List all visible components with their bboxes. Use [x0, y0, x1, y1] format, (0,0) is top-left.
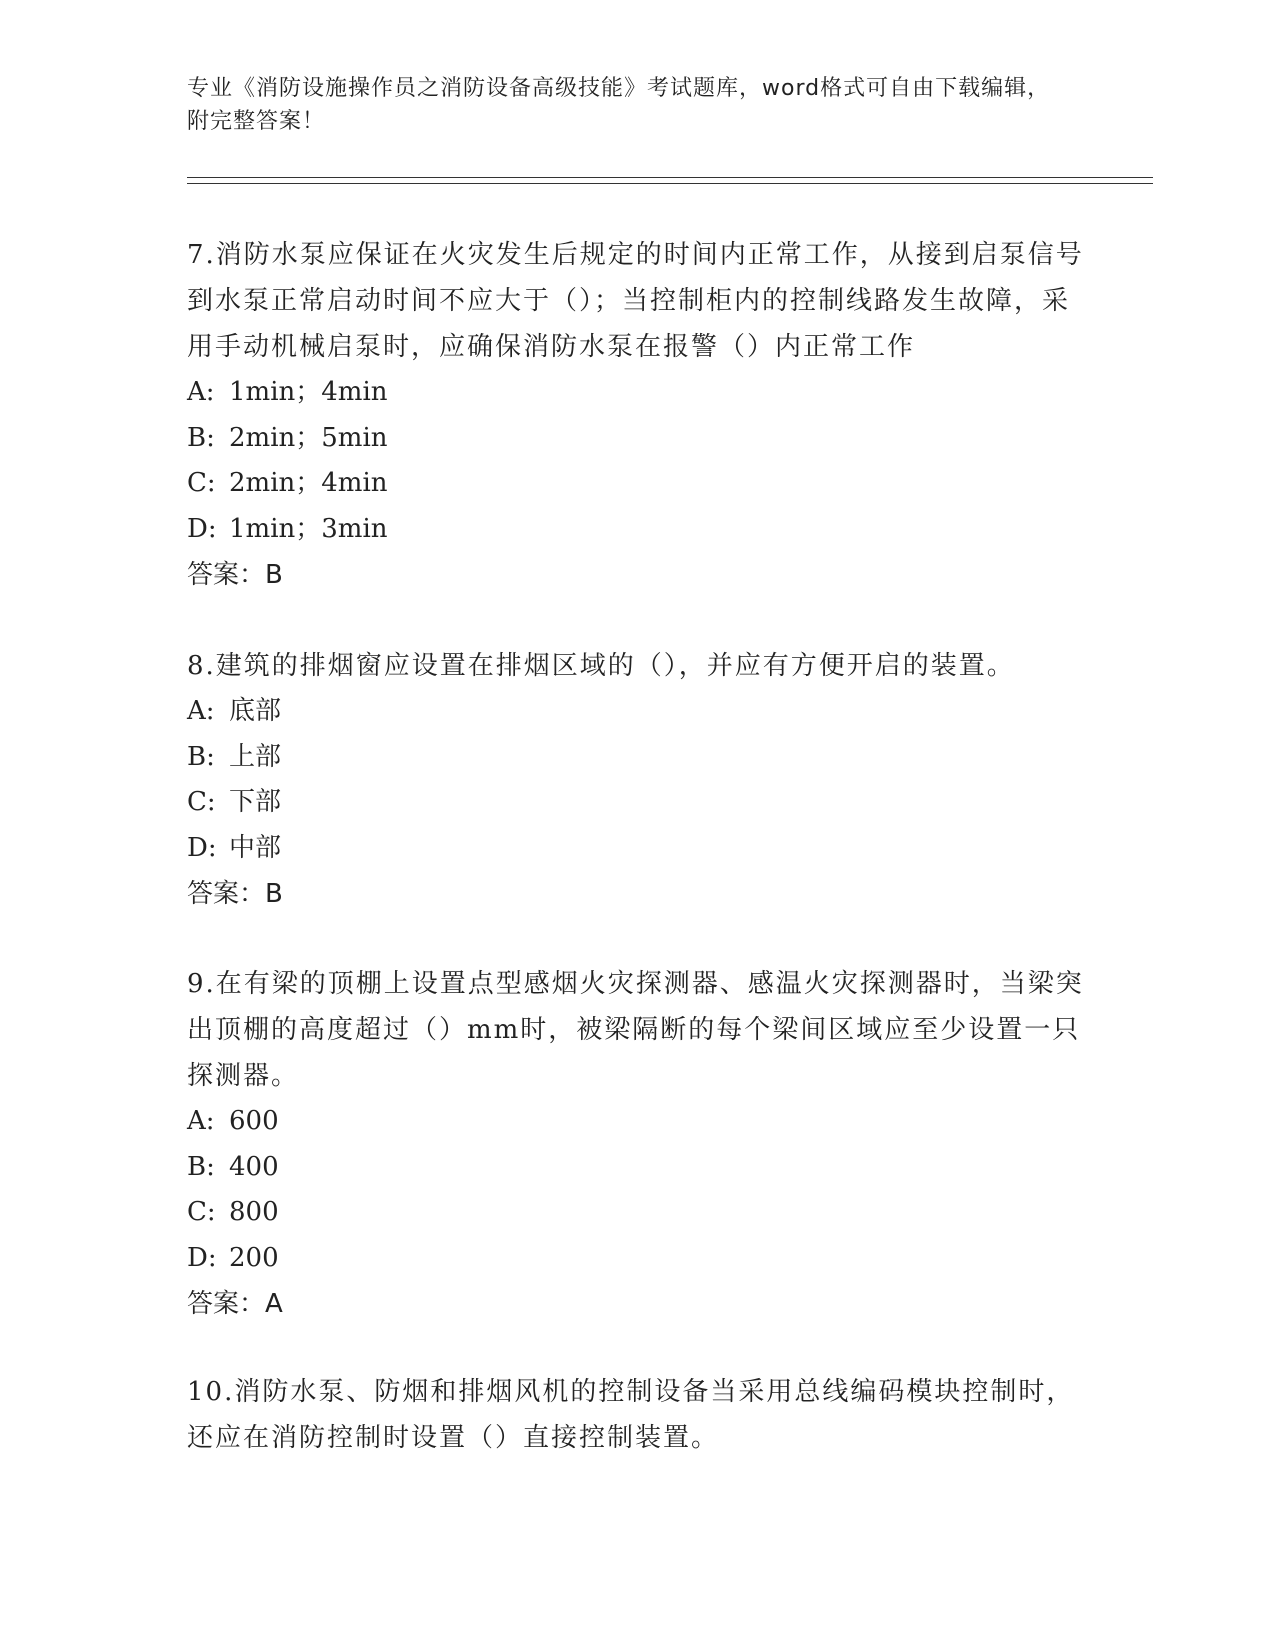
question-text: 7.消防水泵应保证在火灾发生后规定的时间内正常工作，从接到启泵信号到水泵正常启动时间不应大于（）；当控制柜内的控制线路发生故障，采用手动机械启泵时，应确保消防水泵在报警（）内正常工作: [187, 240, 1084, 362]
header-divider-bottom: [187, 183, 1153, 184]
option-a: [187, 1099, 1087, 1145]
option-a: [187, 689, 1087, 735]
option-key: A:: [187, 377, 215, 407]
question-text: 9.在有梁的顶棚上设置点型感烟火灾探测器、感温火灾探测器时，当梁突出顶棚的高度超过（）mm时，被梁隔断的每个梁间区域应至少设置一只探测器。: [187, 969, 1084, 1091]
option-key: A:: [187, 696, 215, 726]
option-key: B:: [187, 741, 215, 772]
option-value: 400: [229, 1151, 279, 1182]
option-c: [187, 1190, 1087, 1236]
question-8: [187, 643, 1087, 917]
option-key: D:: [187, 513, 217, 544]
question-7: [187, 232, 1087, 598]
option-key: C:: [187, 787, 216, 817]
question-text: 8.建筑的排烟窗应设置在排烟区域的（），并应有方便开启的装置。: [187, 651, 1015, 681]
option-a: [187, 370, 1087, 416]
option-key: B:: [187, 422, 215, 453]
option-value: 200: [229, 1242, 279, 1273]
header-divider-top: [187, 177, 1153, 178]
option-value: 800: [229, 1197, 279, 1227]
option-c: [187, 780, 1087, 826]
option-value: 下部: [229, 787, 282, 817]
question-text: 10.消防水泵、防烟和排烟风机的控制设备当采用总线编码模块控制时，还应在消防控制时设置（）直接控制装置。: [187, 1377, 1075, 1453]
option-d: [187, 507, 1087, 553]
option-value: 上部: [229, 741, 282, 772]
option-key: C:: [187, 1197, 216, 1227]
document-header: 专业《消防设施操作员之消防设备高级技能》考试题库，word格式可自由下载编辑，附完整答案！: [187, 76, 1051, 134]
option-key: D:: [187, 1242, 217, 1273]
option-key: C:: [187, 468, 216, 498]
option-key: A:: [187, 1106, 215, 1136]
option-d: [187, 826, 1087, 872]
option-value: 2min；4min: [229, 468, 388, 498]
question-10: [187, 1369, 1087, 1461]
option-value: 中部: [229, 832, 282, 863]
option-value: 2min；5min: [229, 422, 388, 453]
option-key: D:: [187, 832, 217, 863]
option-c: [187, 461, 1087, 507]
option-b: [187, 1145, 1087, 1191]
option-b: [187, 735, 1087, 781]
option-key: B:: [187, 1151, 215, 1182]
answer: 答案：B: [187, 560, 283, 590]
option-d: [187, 1236, 1087, 1282]
option-b: [187, 416, 1087, 462]
option-value: 底部: [229, 696, 282, 726]
answer: 答案：B: [187, 879, 283, 909]
question-9: [187, 961, 1087, 1327]
option-value: 1min；4min: [229, 377, 388, 407]
option-value: 600: [229, 1106, 279, 1136]
answer: 答案：A: [187, 1289, 283, 1319]
option-value: 1min；3min: [229, 513, 388, 544]
